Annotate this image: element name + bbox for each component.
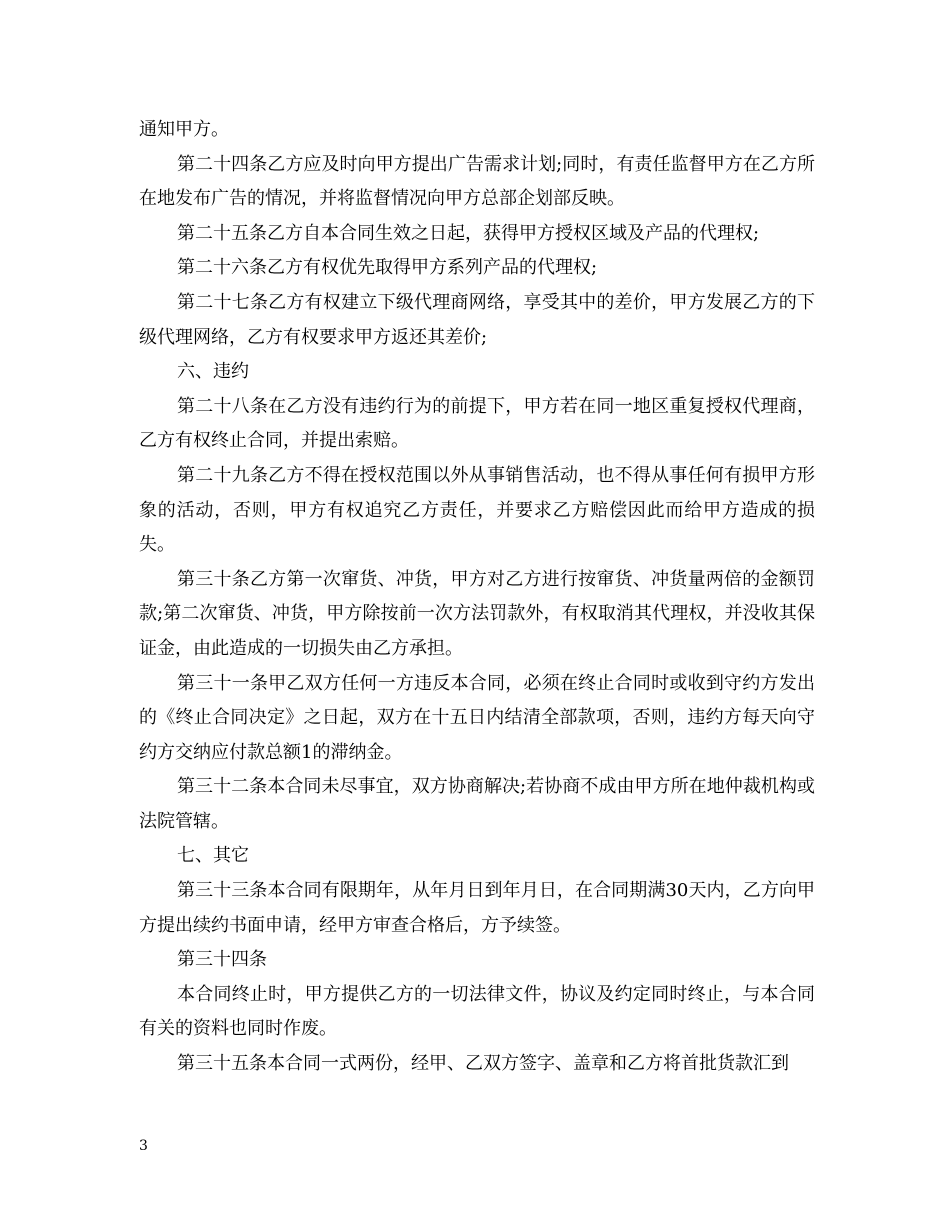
- paragraph-article-29: 第二十九条乙方不得在授权范围以外从事销售活动，也不得从事任何有损甲方形象的活动，否则，甲方有权追究乙方责任，并要求乙方赔偿因此而给甲方造成的损失。: [139, 464, 815, 556]
- paragraph-article-33: 第三十三条本合同有限期年，从年月日到年月日，在合同期满30天内，乙方向甲方提出续约书面申请，经甲方审查合格后，方予续签。: [139, 880, 815, 936]
- paragraph-article-28: 第二十八条在乙方没有违约行为的前提下，甲方若在同一地区重复授权代理商，乙方有权终止合同，并提出索赔。: [139, 395, 815, 452]
- paragraph-article-31: 第三十一条甲乙双方任何一方违反本合同，必须在终止合同时或收到守约方发出的《终止合同决定》之日起，双方在十五日内结清全部款项，否则，违约方每天向守约方交纳应付款总额1的滞纳金。: [139, 672, 815, 763]
- section-heading-breach: 六、违约: [177, 361, 249, 383]
- page-number: 3: [139, 1138, 148, 1154]
- paragraph-article-26: 第二十六条乙方有权优先取得甲方系列产品的代理权;: [177, 257, 598, 279]
- section-heading-other: 七、其它: [177, 845, 249, 867]
- paragraph-article-25: 第二十五条乙方自本合同生效之日起，获得甲方授权区域及产品的代理权;: [177, 222, 760, 244]
- paragraph-article-32: 第三十二条本合同未尽事宜，双方协商解决;若协商不成由甲方所在地仲裁机构或法院管辖。: [139, 776, 815, 832]
- paragraph-article-24: 第二十四条乙方应及时向甲方提出广告需求计划;同时，有责任监督甲方在乙方所在地发布广告的情况，并将监督情况向甲方总部企划部反映。: [139, 153, 815, 210]
- paragraph-article-35: 第三十五条本合同一式两份，经甲、乙双方签字、盖章和乙方将首批货款汇到: [177, 1053, 789, 1075]
- paragraph-continuation: 通知甲方。: [139, 119, 229, 140]
- paragraph-article-34-body: 本合同终止时，甲方提供乙方的一切法律文件，协议及约定同时终止，与本合同有关的资料也同时作废。: [139, 983, 815, 1040]
- paragraph-article-30: 第三十条乙方第一次窜货、冲货，甲方对乙方进行按窜货、冲货量两倍的金额罚款;第二次窜货、冲货，甲方除按前一次方法罚款外，有权取消其代理权，并没收其保证金，由此造成的一切损失由乙方承担。: [139, 568, 815, 659]
- document-body: [139, 113, 815, 1082]
- paragraph-article-34-heading: 第三十四条: [177, 949, 267, 971]
- paragraph-article-27: 第二十七条乙方有权建立下级代理商网络，享受其中的差价，甲方发展乙方的下级代理网络，乙方有权要求甲方返还其差价;: [139, 291, 815, 348]
